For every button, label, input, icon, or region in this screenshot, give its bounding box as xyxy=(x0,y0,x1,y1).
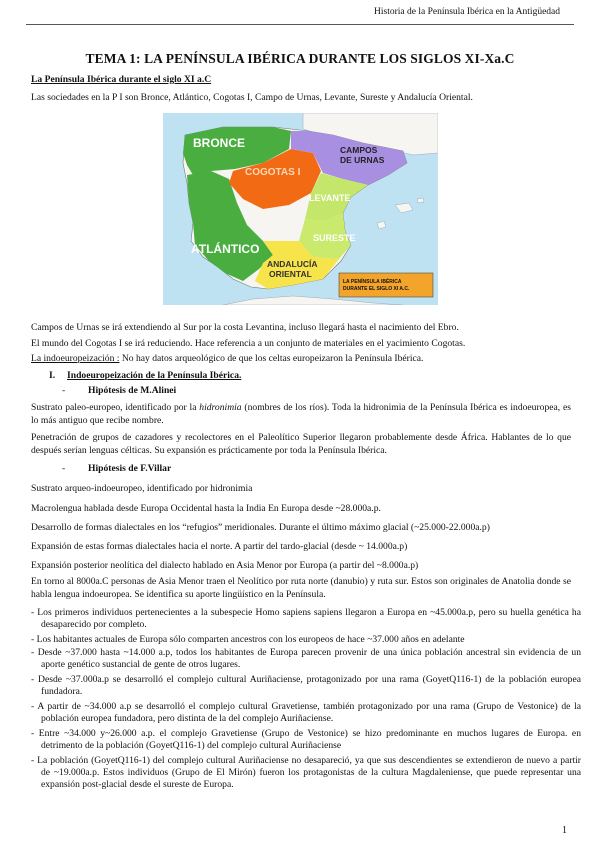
alinei-text-c: (nombres de los ríos). Toda la hidronimia de la Península Ibérica es indoeuropea, es lo más antiguo que recibe nombre. xyxy=(31,402,571,426)
list-heading: Indoeuropeización de la Península Ibérica. xyxy=(67,370,242,381)
bullet-item: - Entre ~34.000 y~26.000 a.p. el complejo Gravetiense (Grupo de Vestonice) se hizo predominante en muchos lugares de Europa. en detrimento de la población (GoyetQ116-1) del complejo cultural Auriñaciense xyxy=(31,728,581,751)
alinei-text-a: Sustrato paleo-europeo, identificado por la xyxy=(31,402,200,413)
indoeuropeizacion-text: No hay datos arqueológico de que los celtas europeizaron la Península Ibérica. xyxy=(119,353,424,364)
label-cogotas: COGOTAS I xyxy=(245,167,301,178)
subheading-alinei xyxy=(62,385,176,396)
subheading-villar-text: Hipótesis de F.Villar xyxy=(88,463,172,474)
map-caption: LA PENÍNSULA IBÉRICA DURANTE EL SIGLO XI A.C. xyxy=(343,279,410,292)
running-header: Historia de la Península Ibérica en la Antigüedad xyxy=(374,7,560,17)
indoeuropeizacion-label: La indoeuropeización : xyxy=(31,353,120,364)
label-levante: LEVANTE xyxy=(309,193,351,203)
page-title: TEMA 1: LA PENÍNSULA IBÉRICA DURANTE LOS SIGLOS XI-Xa.C xyxy=(85,51,515,66)
villar-paragraph-4: Expansión de estas formas dialectales hacia el norte. A partir del tardo-glacial (desde ~ 14.000a.p) xyxy=(31,541,408,552)
villar-paragraph-2: Macrolengua hablada desde Europa Occidental hasta la India En Europa desde ~28.000a.p. xyxy=(31,503,381,514)
villar-paragraph-3: Desarrollo de formas dialectales en los “refugios” meridionales. Durante el último máximo glacial (~25.000-22.000a.p) xyxy=(31,522,490,533)
bullet-item: - Los habitantes actuales de Europa sólo comparten ancestros con los europeos de hace ~37.000 años en adelante xyxy=(31,634,465,645)
alinei-hidronimia: hidronimia xyxy=(199,402,242,413)
subheading-alinei-text: Hipótesis de M.Alinei xyxy=(88,385,177,396)
bullet-item: - Los primeros individuos pertenecientes a la subespecie Homo sapiens sapiens llegaron a Europa en ~45.000a.p, pero su huella genética ha desaparecido por completo. xyxy=(31,607,581,630)
alinei-paragraph-1 xyxy=(31,402,571,427)
header-divider xyxy=(26,24,574,25)
bullet-item: - A partir de ~34.000 a.p se desarrolló el complejo cultural Gravetiense, también protagonizado por una rama (Grupo de Vestonice) de la población europea fundadora, pero distinta de la del complejo Auriñaciense. xyxy=(31,701,581,724)
label-andalucia-oriental: ANDALUCÍA ORIENTAL xyxy=(267,259,318,279)
map-caption-box xyxy=(339,273,433,297)
villar-paragraph-5: Expansión posterior neolítica del dialecto hablado en Asia Menor por Europa (a partir del ~8.000a.p) xyxy=(31,560,419,571)
bullet-item: - Desde ~37.000a.p se desarrolló el complejo cultural Auriñaciense, protagonizado por una rama (GoyetQ116-1) de la población europea fundadora. xyxy=(31,674,581,697)
bullet-item: - Desde ~37.000 hasta ~14.000 a.p, todos los habitantes de Europa parecen provenir de una única población ancestral sin evidencia de un aporte genético sustancial de gente de otros lugares. xyxy=(31,647,581,670)
page-number: 1 xyxy=(562,825,567,836)
villar-paragraph-6: En torno al 8000a.C personas de Asia Menor traen el Neolítico por ruta norte (danubio) y ruta sur. Estos son originales de Anatolia donde se habla lengua indoeuropea. Se identifica su aporte lingüístico en la Península. xyxy=(31,576,571,600)
dash-marker: - xyxy=(62,463,66,474)
subheading-villar xyxy=(62,463,171,474)
cogotas-paragraph: El mundo del Cogotas I se irá reduciendo. Hace referencia a un conjunto de materiales en el yacimiento Cogotas. xyxy=(31,338,466,349)
iberia-map-svg xyxy=(163,113,438,305)
label-bronce: BRONCE xyxy=(193,136,246,150)
intro-paragraph: Las sociedades en la P I son Bronce, Atlántico, Cogotas I, Campo de Urnas, Levante, Sureste y Andalucía Oriental. xyxy=(31,92,473,103)
iberia-map xyxy=(163,113,438,305)
dash-marker: - xyxy=(62,385,66,396)
label-campos-de-urnas: CAMPOS DE URNAS xyxy=(340,145,385,165)
label-sureste: SURESTE xyxy=(313,233,356,243)
villar-paragraph-1: Sustrato arqueo-indoeuropeo, identificado por hidronimia xyxy=(31,483,253,494)
label-atlantico: ATLÁNTICO xyxy=(191,242,260,256)
list-number: I. xyxy=(49,370,56,381)
indoeuropeizacion-paragraph xyxy=(31,353,571,366)
menorca-island xyxy=(417,198,424,203)
alinei-paragraph-2: Penetración de grupos de cazadores y recolectores en el Paleolítico Superior llegaron probablemente desde África. Hablantes de lo que después serían lenguas célticas. Su expansión es prácticamente por toda la Península Ibérica. xyxy=(31,432,571,456)
campos-paragraph: Campos de Urnas se irá extendiendo al Sur por la costa Levantina, incluso llegará hasta el nacimiento del Ebro. xyxy=(31,322,459,333)
bullet-item: - La población (GoyetQ116-1) del complejo cultural Auriñaciense no desapareció, ya que sus descendientes se extendieron de nuevo a partir de ~19.000a.p. Estos individuos (Grupo de El Mirón) fueron los protagonistas de la cultura Magdaleniense, que puede representar una expansión post-glacial desde el sureste de Europa. xyxy=(31,755,581,790)
section-heading: La Península Ibérica durante el siglo XI a.C xyxy=(31,74,212,85)
